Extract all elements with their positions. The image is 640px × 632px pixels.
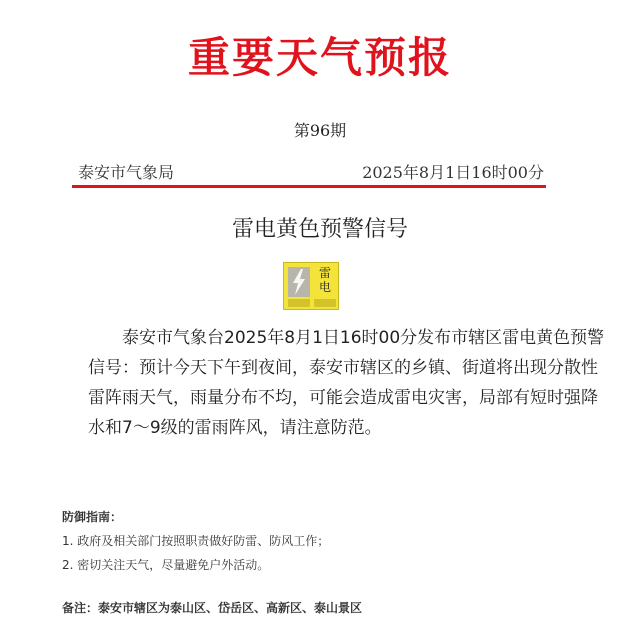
issue-number: 第96期 bbox=[293, 121, 347, 140]
guide-item: 2. 密切关注天气，尽量避免户外活动。 bbox=[62, 558, 270, 572]
signal-tag-left bbox=[288, 299, 310, 307]
signal-tag-right bbox=[314, 299, 336, 307]
issue-datetime: 2025年8月1日16时00分 bbox=[362, 163, 544, 182]
signal-chars: 雷电 bbox=[318, 266, 331, 294]
warning-body: 泰安市气象台2025年8月1日16时00分发布市辖区雷电黄色预警信号：预计今天下午到夜间，泰安市辖区的乡镇、街道将出现分散性雷阵雨天气，雨量分布不均，可能会造成雷电灾害，局部有短时强降水和7～9级的雷雨阵风，请注意防范。 bbox=[88, 328, 605, 438]
issuer: 泰安市气象局 bbox=[78, 163, 175, 182]
masthead-title: 重要天气预报 bbox=[187, 33, 452, 82]
guide-item: 1. 政府及相关部门按照职责做好防雷、防风工作； bbox=[62, 534, 330, 548]
note: 备注：泰安市辖区为泰山区、岱岳区、高新区、泰山景区 bbox=[62, 601, 363, 615]
red-divider bbox=[72, 185, 546, 188]
lightning-warning-icon bbox=[283, 262, 339, 310]
meta-row bbox=[78, 160, 544, 183]
guide-heading: 防御指南： bbox=[62, 510, 123, 524]
lightning-icon bbox=[288, 267, 310, 297]
warning-title: 雷电黄色预警信号 bbox=[231, 217, 408, 242]
